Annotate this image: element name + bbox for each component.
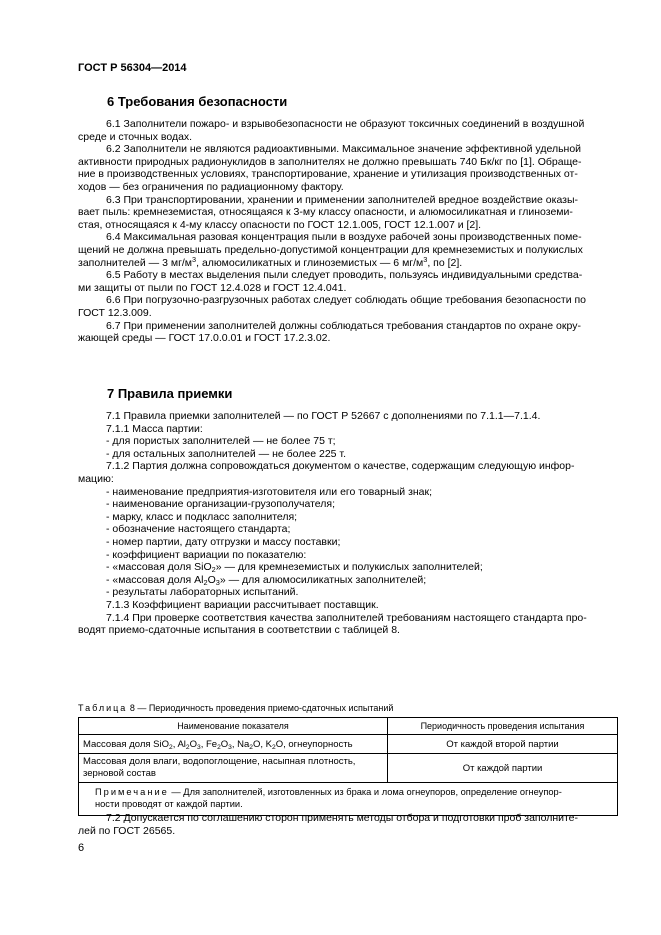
text-line: мацию:: [78, 472, 114, 485]
list-item: - марку, класс и подкласс заполнителя;: [106, 510, 298, 523]
list-item: - наименование организации-грузополучателя;: [106, 498, 336, 511]
text-line: активности природных радионуклидов в заполнителях не должно превышать 740 Бк/кг по [1]. Обраще-: [78, 155, 582, 168]
text-line: 7.2 Допускается по соглашению сторон применять методы отбора и подготовки проб заполните-: [106, 812, 579, 824]
text-line: ми защиты от пыли по ГОСТ 12.4.028 и ГОСТ 12.4.041.: [78, 281, 347, 294]
table-cell: Массовая доля влаги, водопоглощение, насыпная плотность, зерновой состав: [79, 754, 388, 783]
list-item: - обозначение настоящего стандарта;: [106, 523, 291, 536]
text-line: 6.4 Максимальная разовая концентрация пыли в воздухе рабочей зоны производственных поме-: [106, 231, 582, 244]
table-8: [78, 717, 618, 816]
text-line: стая, относящаяся к 4-му классу опасности по ГОСТ 12.1.005, ГОСТ 12.1.007 и [2].: [78, 218, 482, 231]
text-line: 7.1.2 Партия должна сопровождаться документом о качестве, содержащим следующую инфор-: [106, 460, 575, 473]
closing-paragraph: [78, 812, 616, 837]
table-note: Примечание — Для заполнителей, изготовленных из брака и лома огнеупоров, определение огнеупор- ности проводят от каждой партии.: [79, 783, 618, 816]
table-header-cell: Наименование показателя: [79, 718, 388, 735]
text-line: 7.1.4 При проверке соответствия качества заполнителей требованиям настоящего стандарта про-: [106, 611, 587, 624]
table-row: [79, 754, 618, 783]
table-cell: От каждой второй партии: [388, 735, 618, 754]
text-line: водят приемо-сдаточные испытания в соответствии с таблицей 8.: [78, 624, 400, 637]
document-header: ГОСТ Р 56304—2014: [78, 62, 187, 74]
table-note-row: [79, 783, 618, 816]
table-header-row: [79, 718, 618, 735]
table-header-cell: Периодичность проведения испытания: [388, 718, 618, 735]
text-line: 6.1 Заполнители пожаро- и взрывобезопасности не образуют токсичных соединений в воздушной: [106, 118, 585, 130]
text-line: 6.6 При погрузочно-разгрузочных работах следует соблюдать общие требования безопасности по: [106, 294, 587, 307]
list-item-sio2: - «массовая доля SiO$_2$» — для кремнеземистых и полукислых заполнителей;: [106, 561, 483, 575]
list-item: - номер партии, дату отгрузки и массу поставки;: [106, 535, 341, 548]
list-item: - коэффициент вариации по показателю:: [106, 548, 307, 561]
text-line: ние в производственных условиях, транспортирование, хранение и утилизация производственных от-: [78, 168, 578, 181]
text-line: лей по ГОСТ 26565.: [78, 824, 176, 837]
table-caption: Таблица 8 — Периодичность проведения приемо-сдаточных испытаний: [78, 703, 394, 713]
text-line: ходов — без ограничения по радиационному фактору.: [78, 180, 344, 193]
text-line: 6.3 При транспортировании, хранении и применении заполнителей вредное воздействие оказы-: [106, 193, 579, 206]
text-line: 7.1.1 Масса партии:: [106, 422, 203, 435]
text-line: вает пыль: кремнеземистая, относящаяся к 3-му классу опасности, и алюмосиликатная и глиноземи-: [78, 206, 573, 219]
text-line: 7.1.3 Коэффициент вариации рассчитывает поставщик.: [106, 598, 379, 611]
section-7-title: 7 Правила приемки: [107, 386, 233, 401]
text-line: 6.5 Работу в местах выделения пыли следует проводить, пользуясь индивидуальными средства-: [106, 269, 583, 282]
text-line: жающей среды — ГОСТ 17.0.0.01 и ГОСТ 17.2.3.02.: [78, 332, 331, 345]
text-line: ГОСТ 12.3.009.: [78, 306, 152, 319]
section-6-title: 6 Требования безопасности: [107, 94, 288, 109]
text-line: 7.1 Правила приемки заполнителей — по ГОСТ Р 52667 с дополнениями по 7.1.1—7.1.4.: [106, 410, 541, 422]
text-line-concentration: заполнителей — 3 $мг/м^3$, алюмосиликатных и глиноземистых — 6 $мг/м^3$, по [2].: [78, 254, 463, 269]
list-item: - наименование предприятия-изготовителя или его товарный знак;: [106, 485, 433, 498]
text-line: 6.2 Заполнители не являются радиоактивными. Максимальное значение эффективной удельной: [106, 143, 582, 156]
table-row: [79, 735, 618, 754]
list-item: - для остальных заполнителей — не более 225 т.: [106, 447, 346, 460]
list-item-al2o3: - «массовая доля $Al_2O_3$» — для алюмосиликатных заполнителей;: [106, 573, 427, 587]
text-line: щений не должна превышать предельно-допустимой концентрации для кремнеземистых и полукислых: [78, 243, 583, 256]
text-line: среде и сточных водах.: [78, 130, 193, 143]
page-number: 6: [78, 842, 85, 854]
table-cell: От каждой партии: [388, 754, 618, 783]
list-item: - для пористых заполнителей — не более 75 т;: [106, 435, 336, 448]
text-line: 6.7 При применении заполнителей должны соблюдаться требования стандартов по охране окру-: [106, 319, 581, 332]
table-cell: Массовая доля SiO$_2$, $Al_2O_3$, $Fe_2O_3$, $Na_2O$, $K_2O$, огнеупорность: [79, 735, 388, 754]
section-6-body: [78, 118, 616, 345]
list-item: - результаты лабораторных испытаний.: [106, 586, 299, 599]
section-7-body: [78, 410, 616, 637]
